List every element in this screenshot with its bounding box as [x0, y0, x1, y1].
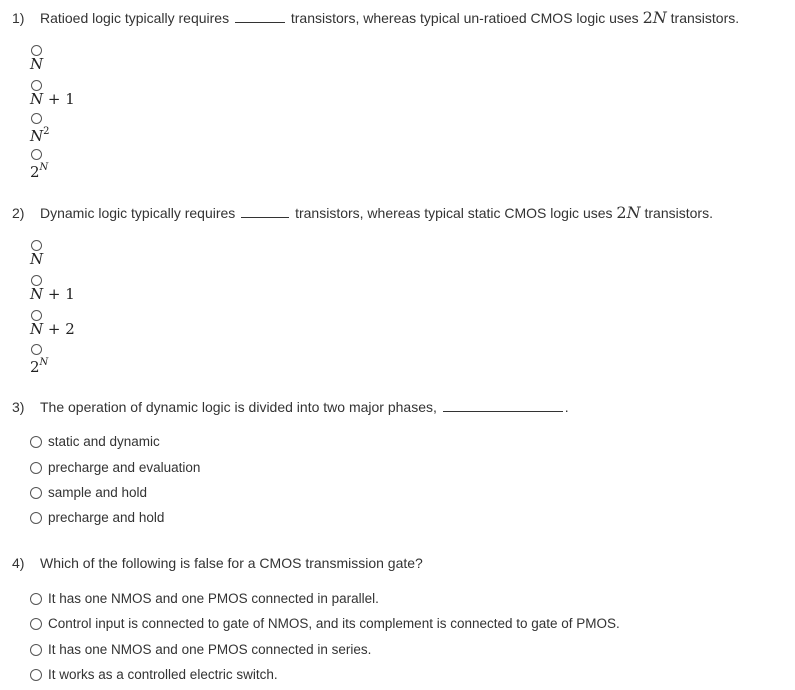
option-label: N + 2 [30, 320, 75, 338]
stem-text-end: transistors. [644, 205, 713, 221]
option-label: precharge and evaluation [48, 460, 201, 475]
question-number: 3) [12, 399, 25, 415]
stem-text: The operation of dynamic logic is divided into two major phases, [40, 399, 437, 415]
answer-blank [241, 205, 289, 218]
question-stem [12, 554, 423, 572]
option-label: It has one NMOS and one PMOS connected in parallel. [48, 591, 379, 606]
math-expression: 2N [642, 8, 667, 27]
radio-button[interactable] [30, 512, 42, 524]
radio-button[interactable] [30, 644, 42, 656]
radio-button[interactable] [30, 669, 42, 681]
radio-button[interactable] [30, 593, 42, 605]
radio-button[interactable] [30, 618, 42, 630]
stem-text-after: transistors, whereas typical static CMOS logic uses [295, 205, 613, 221]
answer-blank [235, 10, 285, 23]
option-label: N + 1 [30, 90, 75, 108]
option-label: It has one NMOS and one PMOS connected in series. [48, 642, 372, 657]
radio-button[interactable] [30, 462, 42, 474]
answer-blank [443, 399, 563, 412]
stem-text-end: . [564, 399, 569, 415]
stem-text-after: transistors, whereas typical un-ratioed CMOS logic uses [290, 10, 639, 26]
question-stem [12, 9, 739, 27]
radio-button[interactable] [30, 436, 42, 448]
math-expression: 2N [616, 203, 641, 222]
question-stem [12, 204, 713, 222]
option-label: Control input is connected to gate of NMOS, and its complement is connected to gate of PMOS. [48, 616, 620, 631]
radio-button[interactable] [30, 487, 42, 499]
stem-text-before: Dynamic logic typically requires [40, 205, 236, 221]
stem-text-before: Ratioed logic typically requires [40, 10, 230, 26]
question-stem [12, 398, 569, 416]
option-label: N + 1 [30, 285, 75, 303]
question-number: 2) [12, 205, 25, 221]
option-label: static and dynamic [48, 434, 160, 449]
option-label: $2^N$ [30, 162, 49, 181]
question-number: 1) [12, 10, 25, 26]
option-label: N [30, 250, 44, 268]
stem-text: Which of the following is false for a CMOS transmission gate? [40, 555, 423, 571]
option-label: $2^N$ [30, 357, 49, 376]
question-number: 4) [12, 555, 25, 571]
option-label: $N^2$ [30, 126, 50, 145]
option-label: sample and hold [48, 485, 148, 500]
option-label: N [30, 55, 44, 73]
option-label: It works as a controlled electric switch. [48, 667, 278, 682]
stem-text-end: transistors. [670, 10, 740, 26]
option-label: precharge and hold [48, 510, 165, 525]
